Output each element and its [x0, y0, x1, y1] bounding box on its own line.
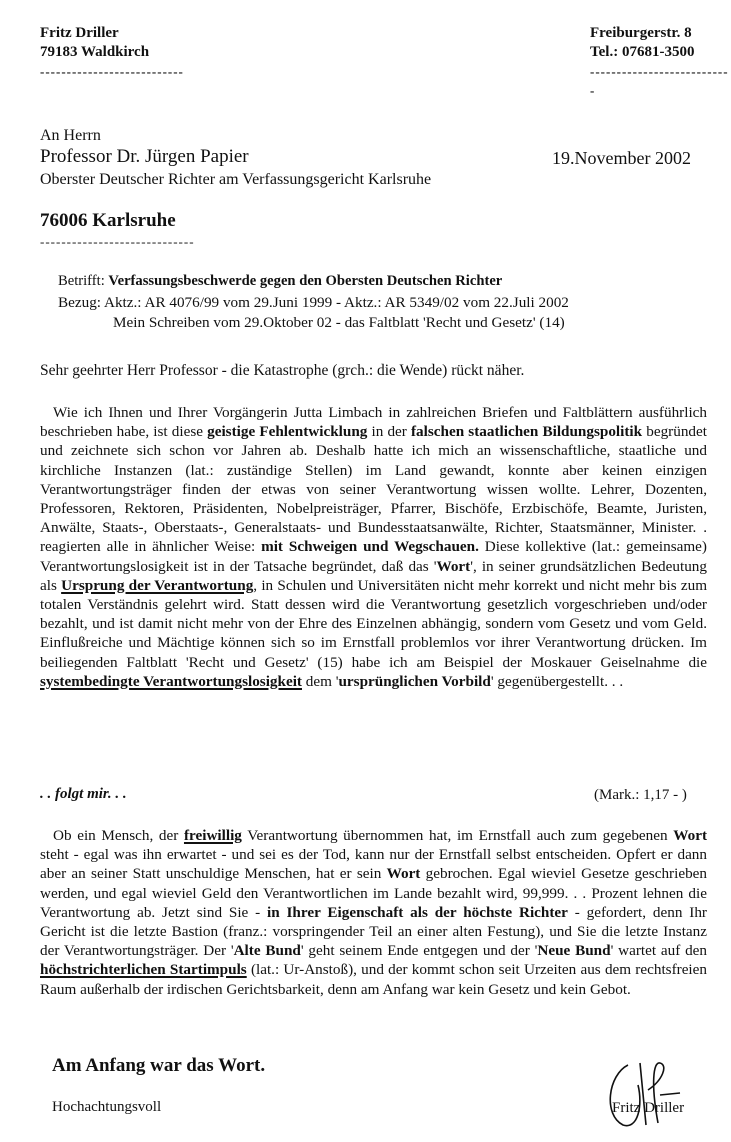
- p1-text-i: ', in seiner grundsätzlichen Bedeutung als: [40, 557, 707, 594]
- p2-emph-freiwillig: freiwillig: [183, 827, 242, 844]
- p1-text-e: begründet und zeichnete sich schon vor Jahren ab. Deshalb hatte ich mich an wissenschaftliche, staatliche und kirchliche Instanzen (lat.: zuständige Stellen) im Land gewandt, konnte aber keinen einzigen Verantwortungsträger finden der etwas von seiner Verantwortung wissen wollte. Lehrer, Dozenten, Professoren, Rektoren, Präsidenten, Nobelpreisträger, Pfarrer, Bischöfe, Erzbischöfe, Beamte, Juristen, Anwälte, Staats-, Oberstaats-, Generalstaats- und Bundesstaatsanwälte, Richter, Staatsmänner, Minister. . reagierten alle in ähnlicher Weise:: [40, 423, 707, 556]
- p1-emph-fehlentwicklung: geistige Fehlentwicklung: [207, 423, 368, 441]
- p2-text-a: Ob ein Mensch, der: [53, 827, 184, 844]
- quote-reference: (Mark.: 1,17 - ): [594, 787, 687, 803]
- signature-name: Fritz Driller: [612, 1100, 685, 1116]
- subject-label: Betrifft:: [58, 273, 105, 289]
- letter-date: 19.November 2002: [552, 148, 691, 168]
- p2-text-c: Verantwortung übernommen hat, im Ernstfall auch zum gegebenen: [241, 827, 674, 844]
- body-paragraph-1: [40, 403, 707, 691]
- p2-emph-neue-bund: Neue Bund: [537, 942, 611, 960]
- recipient-name: Professor Dr. Jürgen Papier: [40, 146, 249, 167]
- sender-name: Fritz Driller: [40, 25, 119, 41]
- body-paragraph-2: [40, 826, 707, 999]
- greeting: Sehr geehrter Herr Professor - die Katastrophe (grch.: die Wende) rückt näher.: [40, 362, 525, 379]
- p2-text-m: ' wartet auf den: [610, 942, 707, 960]
- p2-emph-wort-1: Wort: [673, 827, 708, 844]
- sender-street: Freiburgerstr. 8: [590, 25, 692, 41]
- sender-block: [40, 24, 184, 81]
- p1-text-c: in der: [367, 423, 411, 441]
- sender-city: 79183 Waldkirch: [40, 44, 150, 60]
- p2-text-g: gebrochen. Egal wieviel Gesetze geschrieben werden, und egal wieviel Geld den Verantwortlichen im Lande bezahlt wird, 99,999. . . Prozent lehnen die Verantwortung ab. Jetzt sind Sie -: [40, 865, 707, 921]
- p2-text-i: - gefordert, denn Ihr Gericht ist die letzte Bastion (franz.: vorspringender Teil an einer alten Festung), und Sie die letzte Instanz der Verantwortungsträger. Der ': [40, 903, 707, 960]
- p1-emph-ursprung: Ursprung der Verantwortung: [61, 576, 254, 594]
- sender-phone: Tel.: 07681-3500: [590, 44, 695, 60]
- sender-contact-rule: ---------------------------: [590, 64, 729, 98]
- p1-text-g: Diese kollektive (lat.: gemeinsame) Verantwortungslosigkeit ist in der Tatsache begründet, daß das ': [40, 538, 707, 575]
- p2-emph-hoechster-richter: in Ihrer Eigenschaft als der höchste Richter: [267, 903, 568, 921]
- sender-contact-block: [590, 24, 731, 100]
- subject-line: [58, 273, 502, 290]
- recipient-title: Oberster Deutscher Richter am Verfassungsgericht Karlsruhe: [40, 171, 432, 188]
- sender-rule: ---------------------------: [40, 64, 184, 79]
- handwritten-signature: [588, 1055, 698, 1135]
- recipient-rule: -----------------------------: [40, 234, 195, 249]
- p1-emph-verantwortungslosigkeit: systembedingte Verantwortungslosigkeit: [40, 672, 302, 690]
- closing-motto: Am Anfang war das Wort.: [52, 1055, 266, 1076]
- closing-greeting: Hochachtungsvoll: [52, 1099, 162, 1115]
- p2-text-k: ' geht seinem Ende entgegen und der ': [300, 942, 538, 960]
- recipient-city: 76006 Karlsruhe: [40, 210, 176, 231]
- p2-emph-wort-2: Wort: [386, 865, 421, 883]
- reference-line-1: Bezug: Aktz.: AR 4076/99 vom 29.Juni 1999 - Aktz.: AR 5349/02 vom 22.Juli 2002: [58, 294, 569, 311]
- p1-emph-wort: Wort: [436, 557, 471, 575]
- p2-text-o: (lat.: Ur-Anstoß), und der kommt schon seit Urzeiten aus dem rechtsfreien Raum außerhalb der irdischen Gerichtsbarkeit, denn am Anfang war kein Gesetz und kein Gebot.: [40, 961, 707, 998]
- p1-text-k: , in Schulen und Universitäten nicht mehr korrekt und nicht mehr bis zum totalen Verständnis gelehrt wird. Statt dessen wird die Verantwortung gesetzlich vorgeschrieben und/oder bezahlt, und ist damit nicht mehr von der Ehre des Einzelnen abhängig, sondern vom Gesetz und vom Geld. Einflußreiche und Mächtige können sich so im Ernstfall problemlos vor ihrer Verantwortung drücken. Im beiliegenden Faltblatt 'Recht und Gesetz' (15) habe ich am Beispiel der Moskauer Geiselnahme die: [40, 576, 708, 671]
- subject-text: Verfassungsbeschwerde gegen den Obersten Deutschen Richter: [108, 273, 503, 289]
- p1-text-o: ' gegenübergestellt. . .: [490, 672, 624, 690]
- p1-emph-bildungspolitik: falschen staatlichen Bildungspolitik: [411, 423, 643, 441]
- p1-emph-vorbild: ursprünglichen Vorbild: [338, 672, 491, 690]
- p1-text-a: Wie ich Ihnen und Ihrer Vorgängerin Jutta Limbach in zahlreichen Briefen und Faltblättern ausführlich beschrieben habe, ist diese: [40, 404, 707, 441]
- p1-emph-schweigen: mit Schweigen und Wegschauen.: [261, 538, 479, 556]
- p1-text-m: dem ': [302, 672, 339, 690]
- quote-text: . . folgt mir. . .: [40, 786, 127, 802]
- p2-emph-alte-bund: Alte Bund: [233, 942, 301, 960]
- recipient-salutation: An Herrn: [40, 127, 101, 144]
- p2-text-e: steht - egal was ihn erwartet - und sei es der Tod, kann nur der Ernstfall selbst entscheiden. Opfert er dann aber an seiner Statt unschuldige Menschen, hat er sein: [40, 846, 707, 883]
- reference-line-2: Mein Schreiben vom 29.Oktober 02 - das Faltblatt 'Recht und Gesetz' (14): [113, 314, 565, 331]
- p2-emph-startimpuls: höchstrichterlichen Startimpuls: [40, 961, 247, 979]
